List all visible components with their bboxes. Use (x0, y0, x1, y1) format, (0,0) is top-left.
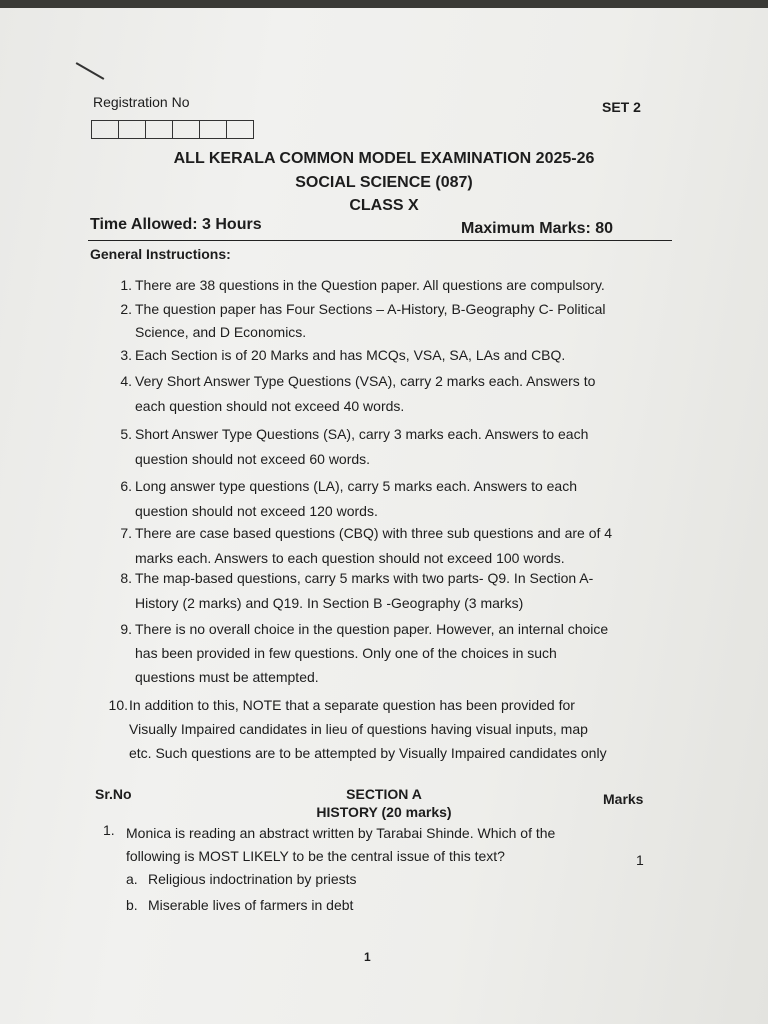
instruction-number: 7. (120, 525, 132, 541)
instruction-text-line: There are 38 questions in the Question paper. All questions are compulsory. (135, 277, 605, 293)
set-number: SET 2 (602, 99, 641, 115)
question-text-line: Monica is reading an abstract written by Tarabai Shinde. Which of the (126, 825, 556, 841)
instruction-text-line: Visually Impaired candidates in lieu of questions having visual inputs, map (129, 721, 588, 737)
time-allowed: Time Allowed: 3 Hours (90, 216, 262, 233)
instruction-number: 6. (120, 478, 132, 494)
sr-no-header: Sr.No (95, 786, 132, 802)
question-text-line: following is MOST LIKELY to be the central issue of this text? (126, 848, 505, 864)
instruction-number: 9. (120, 621, 132, 637)
instruction-text-line: Science, and D Economics. (135, 324, 307, 340)
pen-mark (76, 62, 105, 80)
instruction-text-line: History (2 marks) and Q19. In Section B -Geography (3 marks) (135, 595, 524, 611)
instruction-text-line: etc. Such questions are to be attempted by Visually Impaired candidates only (129, 745, 607, 761)
instruction-text-line: Short Answer Type Questions (SA), carry 3 marks each. Answers to each (135, 426, 589, 442)
registration-number-boxes (91, 120, 254, 139)
instruction-text-line: each question should not exceed 40 words. (135, 398, 405, 414)
subject-title: SOCIAL SCIENCE (087) (295, 174, 473, 191)
header-divider (88, 240, 672, 241)
question-number: 1. (103, 822, 115, 838)
instruction-text-line: There are case based questions (CBQ) with three sub questions and are of 4 (135, 525, 613, 541)
instruction-text-line: question should not exceed 120 words. (135, 503, 378, 519)
option-text: Miserable lives of farmers in debt (148, 897, 354, 913)
instruction-number: 4. (120, 373, 132, 389)
instruction-text-line: The map-based questions, carry 5 marks with two parts- Q9. In Section A- (135, 570, 594, 586)
instruction-number: 10. (108, 697, 128, 713)
instruction-text-line: has been provided in few questions. Only one of the choices in such (135, 645, 557, 661)
class-title: CLASS X (349, 197, 419, 214)
instruction-number: 1. (120, 277, 132, 293)
instruction-text-line: marks each. Answers to each question should not exceed 100 words. (135, 550, 565, 566)
instruction-text-line: Each Section is of 20 Marks and has MCQs, VSA, SA, LAs and CBQ. (135, 347, 566, 363)
page-number: 1 (364, 950, 371, 964)
instruction-number: 5. (120, 426, 132, 442)
instruction-text-line: Very Short Answer Type Questions (VSA), carry 2 marks each. Answers to (135, 373, 596, 389)
marks-header: Marks (603, 791, 644, 807)
instruction-number: 3. (120, 347, 132, 363)
instruction-text-line: There is no overall choice in the question paper. However, an internal choice (135, 621, 609, 637)
option-text: Religious indoctrination by priests (148, 871, 357, 887)
exam-title: ALL KERALA COMMON MODEL EXAMINATION 2025-26 (173, 150, 595, 167)
instruction-text-line: In addition to this, NOTE that a separate question has been provided for (129, 697, 575, 713)
option-label: b. (126, 897, 138, 913)
instruction-text-line: questions must be attempted. (135, 669, 319, 685)
top-edge-shadow (0, 0, 768, 8)
instruction-number: 8. (120, 570, 132, 586)
question-marks: 1 (636, 852, 644, 868)
instruction-number: 2. (120, 301, 132, 317)
section-title: SECTION A (346, 786, 422, 802)
instruction-text-line: The question paper has Four Sections – A-History, B-Geography C- Political (135, 301, 606, 317)
instruction-text-line: question should not exceed 60 words. (135, 451, 371, 467)
maximum-marks: Maximum Marks: 80 (461, 220, 614, 237)
instructions-heading: General Instructions: (90, 246, 231, 262)
instruction-text-line: Long answer type questions (LA), carry 5 marks each. Answers to each (135, 478, 577, 494)
section-subtitle: HISTORY (20 marks) (316, 804, 452, 820)
option-label: a. (126, 871, 138, 887)
registration-label: Registration No (93, 94, 190, 110)
